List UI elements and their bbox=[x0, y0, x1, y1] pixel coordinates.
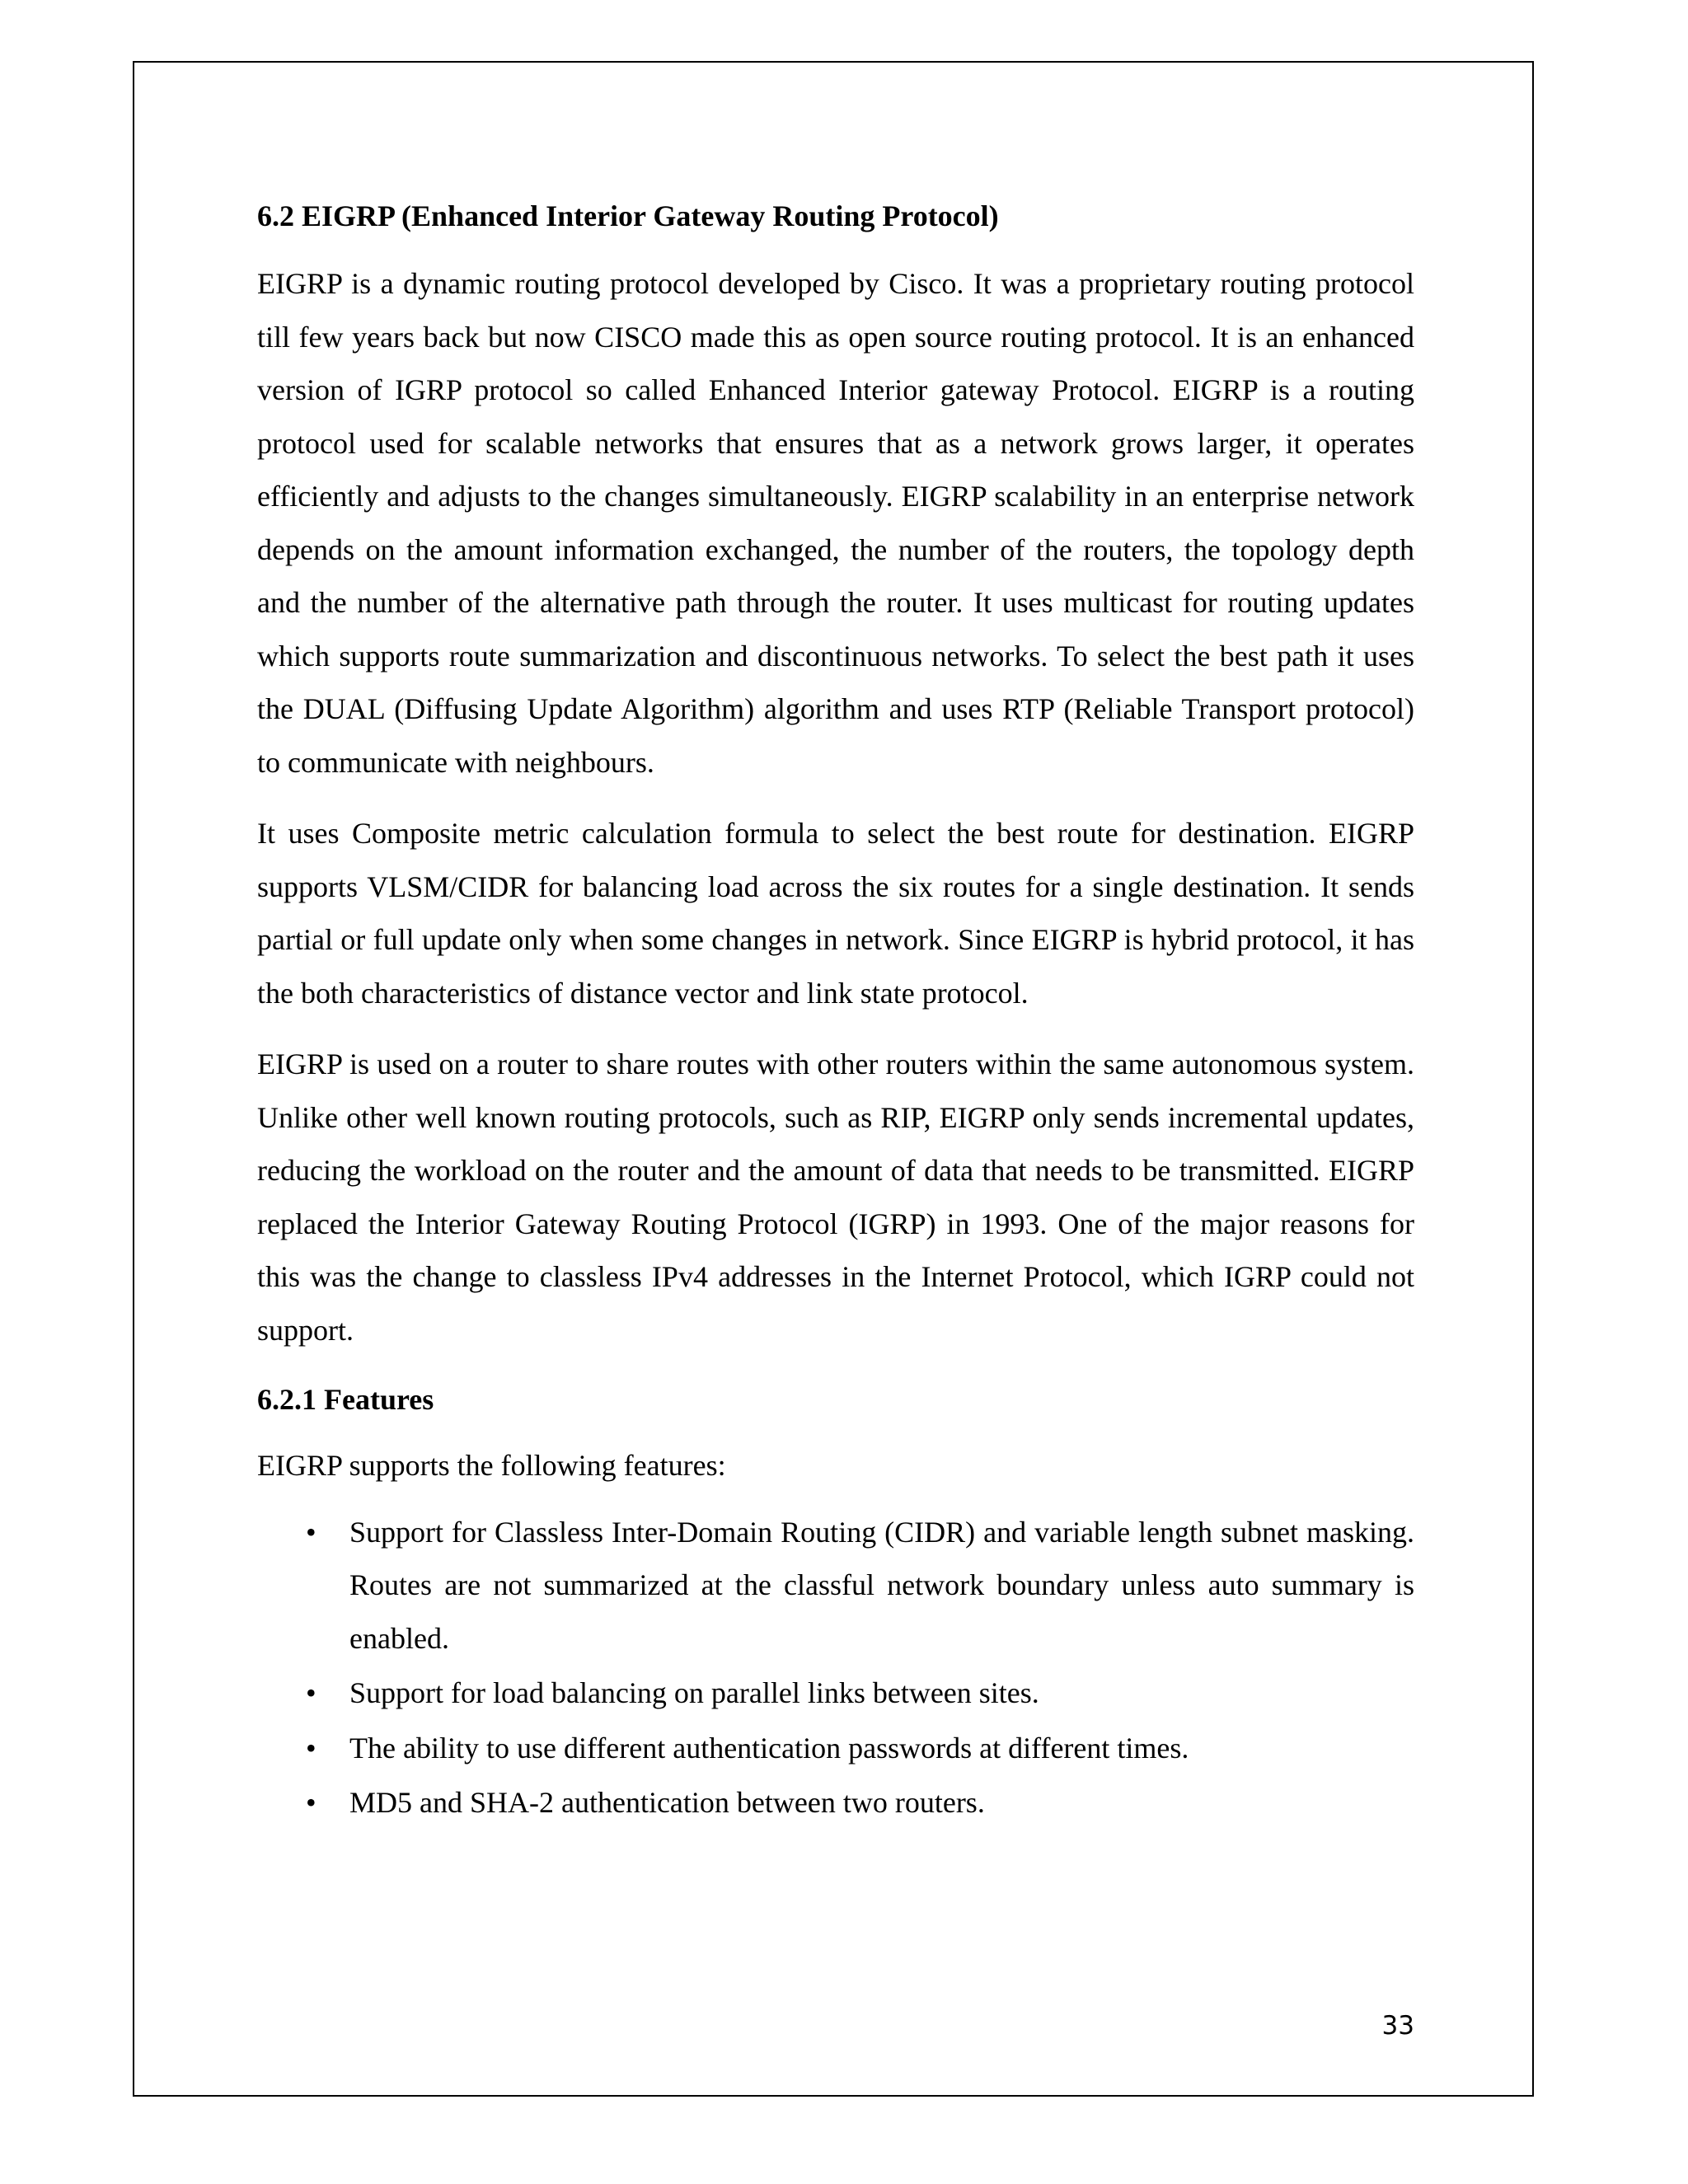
paragraph-3: EIGRP is used on a router to share routes with other routers within the same autonomous system. Unlike other well known routing protocols, such as RIP, EIGRP only sends incremental updates, reducing the workload on the router and the amount of data that needs to be transmitted. EIGRP replaced the Interior Gateway Routing Protocol (IGRP) in 1993. One of the major reasons for this was the change to classless IPv4 addresses in the Internet Protocol, which IGRP could not support. bbox=[257, 1047, 1414, 1347]
list-item-text: MD5 and SHA-2 authentication between two routers. bbox=[349, 1786, 985, 1819]
section-heading: 6.2 EIGRP (Enhanced Interior Gateway Routing Protocol) bbox=[257, 199, 999, 232]
features-intro: EIGRP supports the following features: bbox=[257, 1449, 726, 1482]
bullet-icon: • bbox=[306, 1786, 316, 1819]
features-list bbox=[257, 1506, 1414, 1830]
list-item bbox=[257, 1722, 1414, 1775]
list-item-text: The ability to use different authentication passwords at different times. bbox=[349, 1731, 1189, 1765]
list-item bbox=[257, 1776, 1414, 1830]
list-item-text: Support for load balancing on parallel links between sites. bbox=[349, 1676, 1039, 1709]
document-body bbox=[257, 191, 1414, 1831]
list-item-text: Support for Classless Inter-Domain Routing (CIDR) and variable length subnet masking. Routes are not summarized at the classful network boundary unless auto summary is enabled. bbox=[349, 1515, 1414, 1655]
page-number: 33 bbox=[1381, 2011, 1414, 2041]
subsection-heading: 6.2.1 Features bbox=[257, 1383, 434, 1416]
bullet-icon: • bbox=[306, 1731, 316, 1765]
paragraph-2: It uses Composite metric calculation formula to select the best route for destination. EIGRP supports VLSM/CIDR for balancing load across the six routes for a single destination. It sends partial or full update only when some changes in network. Since EIGRP is hybrid protocol, it has the both characteristics of distance vector and link state protocol. bbox=[257, 817, 1414, 1010]
list-item bbox=[257, 1506, 1414, 1666]
paragraph-1: EIGRP is a dynamic routing protocol developed by Cisco. It was a proprietary routing protocol till few years back but now CISCO made this as open source routing protocol. It is an enhanced version of IGRP protocol so called Enhanced Interior gateway Protocol. EIGRP is a routing protocol used for scalable networks that ensures that as a network grows larger, it operates efficiently and adjusts to the changes simultaneously. EIGRP scalability in an enterprise network depends on the amount information exchanged, the number of the routers, the topology depth and the number of the alternative path through the router. It uses multicast for routing updates which supports route summarization and discontinuous networks. To select the best path it uses the DUAL (Diffusing Update Algorithm) algorithm and uses RTP (Reliable Transport protocol) to communicate with neighbours. bbox=[257, 267, 1414, 779]
bullet-icon: • bbox=[306, 1676, 316, 1709]
list-item bbox=[257, 1666, 1414, 1720]
bullet-icon: • bbox=[306, 1515, 316, 1549]
